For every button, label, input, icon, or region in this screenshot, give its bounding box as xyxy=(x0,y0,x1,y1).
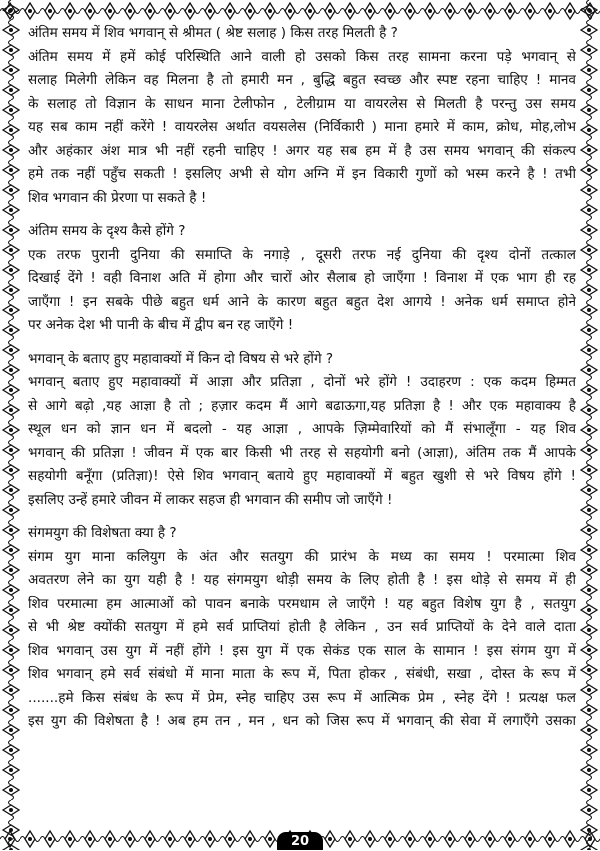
paragraph-line: जाएँगा ! इन सबके पीछे बहुत धर्म आने के कारण बहुत बहुत देश आगये ! अनेक धर्म समाप्त होने xyxy=(28,293,576,310)
paragraph-line: स्थूल धन को ज्ञान धन में बदलो - यह आज्ञा , आपके ज़िम्मेवारियों को मैं संभालूँगा - यह शिव xyxy=(28,421,576,437)
section-spacer xyxy=(28,210,576,220)
paragraph-line: और अहंकार अंश मात्र भी नहीं रहनी चाहिए ! अगर यह सब हम में है उस समय भगवान् की संकल्प xyxy=(28,142,576,159)
section-spacer xyxy=(28,512,576,522)
paragraph-line: यह सब काम नहीं करेंगे ! वायरलेस अर्थात वयसलेस (निर्विकारी ) माना हमारे में काम, क्रोध, मोह,लोभ xyxy=(28,119,576,135)
section-confluence-age xyxy=(28,522,576,734)
paragraph-line: इस युग की विशेषता है ! अब हम तन , मन , धन को जिस रूप में भगवान् की सेवा में लगाएँगे उसका xyxy=(28,713,576,729)
section-question: भगवान् के बताए हुए महावाक्यों में किन दो विषय से भरे होंगे ? xyxy=(28,350,334,367)
paragraph-line: भगवान् बताए हुए महावाक्यों में आज्ञा और प्रतिज्ञा , दोनों भरे होंगे ! उदाहरण : एक कदम हिम्मत xyxy=(28,374,576,390)
paragraph-line: .......हमे किस संबंध के रूप में प्रेम, स्नेह चाहिए उस रूप में आत्मिक प्रेम , स्नेह देंगे ! प्रत्यक्ष फल xyxy=(28,689,576,706)
section-spacer xyxy=(28,338,576,348)
section-question: संगमयुग की विशेषता क्या है ? xyxy=(28,525,177,541)
paragraph-line: एक तरफ पुरानी दुनिया की समाप्ति के नगाड़े , दूसरी तरफ नई दुनिया की दृश्य दोनों तत्काल xyxy=(28,246,576,263)
paragraph-line: सहयोगी बनूँगा (प्रतिज्ञा)! ऐसे शिव भगवान् बताये हुए महावाक्यों में बहुत खुशी से भरे विषय होंगे ! xyxy=(28,468,576,484)
paragraph-line: इसलिए उन्हें हमारे जीवन में लाकर सहज ही भगवान की समीप जो जाएँगे ! xyxy=(28,491,393,508)
paragraph-line: अंतिम समय में हमें कोई परिस्थिति आने वाली हो उसको किस तरह सामना करना पड़े भगवान् से xyxy=(28,48,576,65)
section-question: अंतिम समय में शिव भगवान् से श्रीमत ( श्रेष्ट सलाह ) किस तरह मिलती है ? xyxy=(28,25,398,41)
paragraph-line: से आगे बढ़ो ,यह आज्ञा है तो ; हज़ार कदम मैं आगे बढाऊगा,यह प्रतिज्ञा है ! और एक महावाक्य है xyxy=(28,397,576,414)
paragraph-line: भगवान् की प्रतिज्ञा ! जीवन में एक बार किसी भी तरह से सहयोगी बनो (आज्ञा), अंतिम तक मैं आपके xyxy=(28,444,576,461)
paragraph-line: हमे तक नहीं पहुँच सकती ! इसलिए अभी से योग अग्नि में इन विकारी गुणों को भस्म करने है ! तभी xyxy=(28,166,576,182)
paragraph-line: शिव भगवान् उस युग में नहीं होंगे ! इस युग में एक सेकंड एक साल के सामान ! इस संगम युग में xyxy=(28,642,576,659)
paragraph-line: दिखाई देंगे ! वही विनाश अति में होगा और चारों ओर सैलाब हो जाएँगा ! विनाश में एक भाग ही रह xyxy=(28,270,576,286)
paragraph-line: से भी श्रेष्ट क्योंकी सतयुग में हमे सर्व प्राप्तियां होती है लेकिन , उन सर्व प्राप्तियों के देने वाले दाता xyxy=(28,619,576,635)
paragraph-line: के सलाह तो विज्ञान के साधन माना टेलीफोन , टेलीग्राम या वायरलेस से मिलती है परन्तु उस समय xyxy=(28,95,576,112)
paragraph-line: शिव भगवान की प्रेरणा पा सकते है ! xyxy=(28,189,207,206)
decorative-border-right xyxy=(578,0,600,850)
paragraph-line: अवतरण लेने का युग यही है ! यह संगमयुग थोड़ी समय के लिए होती है ! इस थोड़े से समय में ही xyxy=(28,572,576,588)
paragraph-line: पर अनेक देश भी पानी के बीच में द्वीप बन रह जाएँगे ! xyxy=(28,317,294,333)
section-final-time-guidance xyxy=(28,22,576,210)
section-two-subjects xyxy=(28,348,576,513)
section-final-time-scenes xyxy=(28,220,576,338)
paragraph-line: शिव भगवान् हमे सर्व संबंधो में माना माता के रूप में, पिता होकर , संबंधी, सखा , दोस्त के रूप में xyxy=(28,666,576,682)
paragraph-line: सलाह मिलेगी लेकिन वह मिलना है तो हमारी मन , बुद्धि बहुत स्वच्छ और स्पष्ट रहना चाहिए ! मानव xyxy=(28,72,576,88)
decorative-border-top xyxy=(0,0,600,22)
section-question: अंतिम समय के दृश्य कैसे होंगे ? xyxy=(28,223,186,239)
page-number: 20 xyxy=(277,832,323,850)
page-content xyxy=(28,22,576,822)
paragraph-line: संगम युग माना कलियुग के अंत और सतयुग की प्रारंभ के मध्य का समय ! परमात्मा शिव xyxy=(28,548,576,565)
decorative-border-left xyxy=(0,0,22,850)
paragraph-line: शिव परमात्मा हम आत्माओं को पावन बनाके परमधाम ले जाएँगे ! यह बहुत विशेष युग है , सतयुग xyxy=(28,595,576,612)
